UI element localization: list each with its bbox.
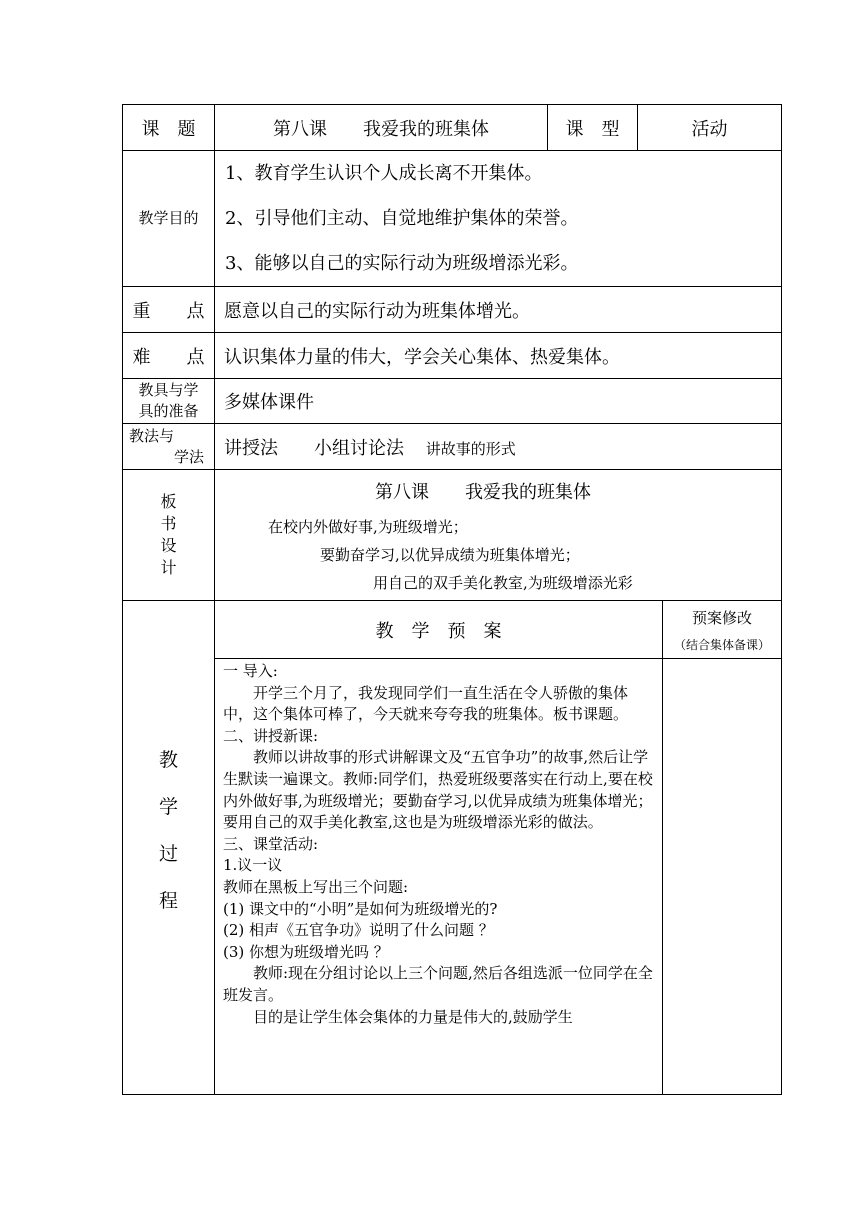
goal-item: 1、教育学生认识个人成长离不开集体。 <box>225 163 543 184</box>
goals-label: 教学目的 <box>123 151 215 287</box>
plan-paragraph: (2) 相声《五官争功》说明了什么问题 ？ <box>223 921 494 940</box>
methods-row <box>123 424 782 470</box>
process-body-row <box>123 659 782 1095</box>
board-design <box>215 470 782 601</box>
process-label-char: 教 <box>158 749 178 771</box>
type-label: 课 型 <box>548 105 638 151</box>
key-point-row <box>123 287 782 333</box>
plan-paragraph: 教师:现在分组讨论以上三个问题,然后各组选派一位同学在全班发言。 <box>223 964 653 1004</box>
methods-label-line: 教法与 <box>129 426 175 445</box>
revise-sub: （结合集体备课） <box>673 637 770 652</box>
plan-paragraph: (3) 你想为班级增光吗 ？ <box>223 942 389 961</box>
plan-paragraph: 教师在黑板上写出三个问题: <box>223 877 409 896</box>
plan-paragraph: 开学三个月了，我发现同学们一直生活在令人骄傲的集体中，这个集体可棒了，今天就来夸夸我的班集体。板书课题。 <box>223 683 629 724</box>
board-row <box>123 470 782 601</box>
topic-label: 课 题 <box>123 105 215 151</box>
methods-label <box>123 424 215 470</box>
plan-paragraph: 教师以讲故事的形式讲解课文及“五官争功”的故事,然后让学生默读一遍课文。教师:同学们，热爱班级要落实在行动上,要在校内外做好事,为班级增光；要勤奋学习,以优异成绩为班集体增光；要用自己的双手美化教室,这也是为班级增添光彩的做法。 <box>223 748 653 832</box>
difficulty-row <box>123 333 782 379</box>
revise-title: 预案修改 <box>691 608 752 627</box>
plan-content <box>215 659 663 1095</box>
board-title: 第八课 我爱我的班集体 <box>375 481 591 503</box>
process-label-char: 程 <box>158 890 178 912</box>
materials-value: 多媒体课件 <box>215 379 782 424</box>
goal-item: 2、引导他们主动、自觉地维护集体的荣誉。 <box>225 208 579 229</box>
plan-paragraph: (1) 课文中的“小明”是如何为班级增光的? <box>223 899 498 918</box>
topic-value: 第八课 我爱我的班集体 <box>215 105 548 151</box>
key-point-label: 重 点 <box>123 287 215 333</box>
board-label-char: 板 <box>160 492 177 511</box>
materials-label <box>123 379 215 424</box>
goals-row <box>123 151 782 287</box>
board-label-char: 书 <box>160 514 177 533</box>
methods-main: 讲授法 小组讨论法 <box>224 437 404 459</box>
process-label-char: 学 <box>158 796 178 818</box>
board-line: 在校内外做好事,为班级增光； <box>268 517 468 536</box>
materials-label-line: 教具与学 <box>138 381 199 399</box>
plan-paragraph: 目的是让学生体会集体的力量是伟大的,鼓励学生 <box>253 1007 573 1026</box>
methods-value <box>215 424 782 470</box>
key-point-value: 愿意以自己的实际行动为班集体增光。 <box>215 287 782 333</box>
board-line: 用自己的双手美化教室,为班级增添光彩 <box>373 573 633 592</box>
materials-row <box>123 379 782 424</box>
topic-row <box>123 105 782 151</box>
type-value: 活动 <box>638 105 782 151</box>
revise-header <box>663 601 782 659</box>
board-line: 要勤奋学习,以优异成绩为班集体增光； <box>320 545 580 564</box>
methods-label-line: 学法 <box>173 447 204 466</box>
difficulty-label: 难 点 <box>123 333 215 379</box>
plan-paragraph: 一 导入: <box>223 662 278 680</box>
lesson-plan-table <box>122 104 782 1095</box>
board-label-char: 设 <box>160 536 177 555</box>
plan-header: 教 学 预 案 <box>215 601 663 659</box>
board-label <box>123 470 215 601</box>
difficulty-value: 认识集体力量的伟大，学会关心集体、热爱集体。 <box>215 333 782 379</box>
board-label-char: 计 <box>160 558 177 577</box>
process-label <box>123 601 215 1095</box>
materials-label-line: 具的准备 <box>138 402 199 420</box>
plan-paragraph: 1.议一议 <box>223 856 283 875</box>
process-label-char: 过 <box>158 843 178 865</box>
plan-paragraph: 二、讲授新课: <box>223 726 319 745</box>
process-header-row <box>123 601 782 659</box>
goal-item: 3、能够以自己的实际行动为班级增添光彩。 <box>225 253 579 274</box>
plan-paragraph: 三、课堂活动: <box>223 834 319 853</box>
methods-small: 讲故事的形式 <box>425 439 516 458</box>
goals-list <box>215 151 782 287</box>
revise-content <box>663 659 782 1095</box>
